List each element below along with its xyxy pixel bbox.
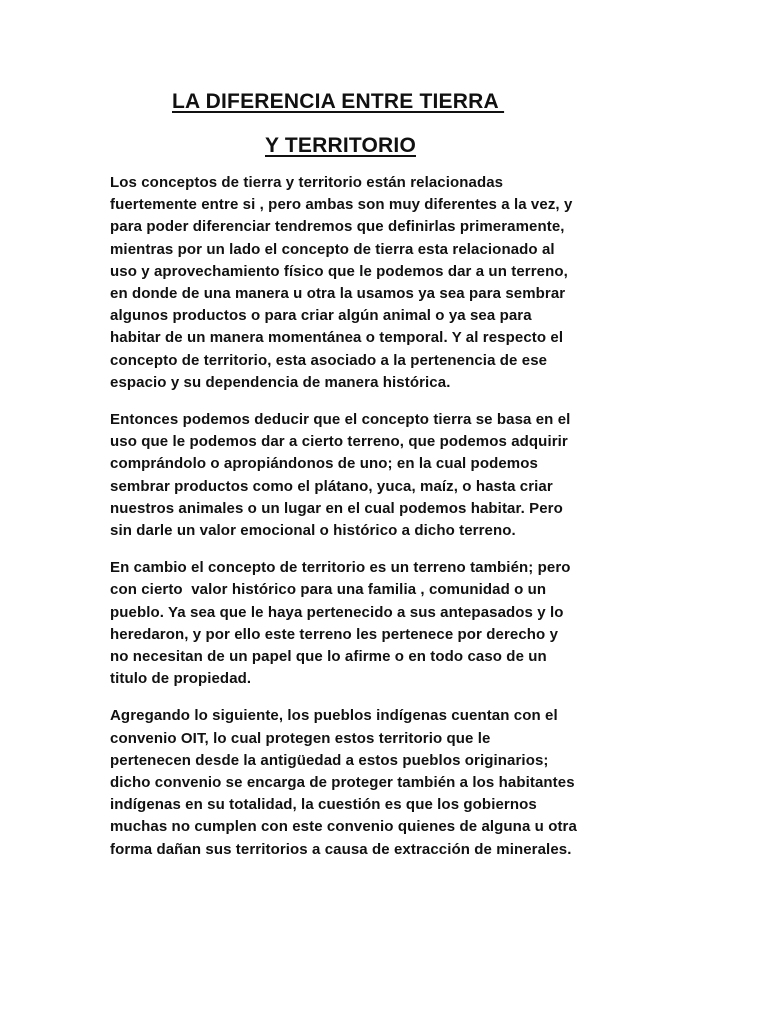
text-line: no necesitan de un papel que lo afirme o en todo caso de un <box>110 648 547 666</box>
document-title-line-2: Y TERRITORIO <box>265 134 416 157</box>
document-body <box>110 172 658 876</box>
text-line: uso y aprovechamiento físico que le podemos dar a un terreno, <box>110 262 568 280</box>
paragraph-2 <box>110 409 658 542</box>
text-line: dicho convenio se encarga de proteger también a los habitantes <box>110 774 575 792</box>
text-line: uso que le podemos dar a cierto terreno, que podemos adquirir <box>110 433 568 451</box>
text-line: muchas no cumplen con este convenio quienes de alguna u otra <box>110 818 577 836</box>
text-line: sembrar productos como el plátano, yuca, maíz, o hasta criar <box>110 477 553 495</box>
text-line: forma dañan sus territorios a causa de extracción de minerales. <box>110 840 572 858</box>
paragraph-1 <box>110 172 658 394</box>
text-line: concepto de territorio, esta asociado a la pertenencia de ese <box>110 351 548 369</box>
text-line: nuestros animales o un lugar en el cual podemos habitar. Pero <box>110 499 563 517</box>
text-line: Entonces podemos deducir que el concepto tierra se basa en el <box>110 411 571 429</box>
text-line: convenio OIT, lo cual protegen estos territorio que le <box>110 729 491 747</box>
text-line: Agregando lo siguiente, los pueblos indígenas cuentan con el <box>110 707 558 725</box>
text-line: mientras por un lado el concepto de tierra esta relacionado al <box>110 240 555 258</box>
text-line: titulo de propiedad. <box>110 670 252 688</box>
text-line: En cambio el concepto de territorio es un terreno también; pero <box>110 559 571 577</box>
text-line: algunos productos o para criar algún animal o ya sea para <box>110 307 532 325</box>
document-title-line-1: LA DIFERENCIA ENTRE TIERRA <box>172 90 505 113</box>
text-line: en donde de una manera u otra la usamos ya sea para sembrar <box>110 285 566 303</box>
paragraph-4 <box>110 705 658 860</box>
text-line: comprándolo o apropiándonos de uno; en la cual podemos <box>110 455 538 473</box>
text-line: Los conceptos de tierra y territorio están relacionadas <box>110 174 504 191</box>
text-line: para poder diferenciar tendremos que definirlas primeramente, <box>110 218 565 236</box>
text-line: habitar de un manera momentánea o temporal. Y al respecto el <box>110 329 564 347</box>
text-line: pertenecen desde la antigüedad a estos pueblos originarios; <box>110 751 549 769</box>
text-line: heredaron, y por ello este terreno les pertenece por derecho y <box>110 625 559 643</box>
text-line: pueblo. Ya sea que le haya pertenecido a sus antepasados y lo <box>110 603 564 621</box>
text-line: sin darle un valor emocional o histórico a dicho terreno. <box>110 522 516 540</box>
text-line: con cierto valor histórico para una familia , comunidad o un <box>110 581 547 599</box>
text-line: espacio y su dependencia de manera histórica. <box>110 373 451 391</box>
text-line: fuertemente entre si , pero ambas son muy diferentes a la vez, y <box>110 196 573 214</box>
text-line: indígenas en su totalidad, la cuestión es que los gobiernos <box>110 796 537 814</box>
paragraph-3 <box>110 557 658 690</box>
